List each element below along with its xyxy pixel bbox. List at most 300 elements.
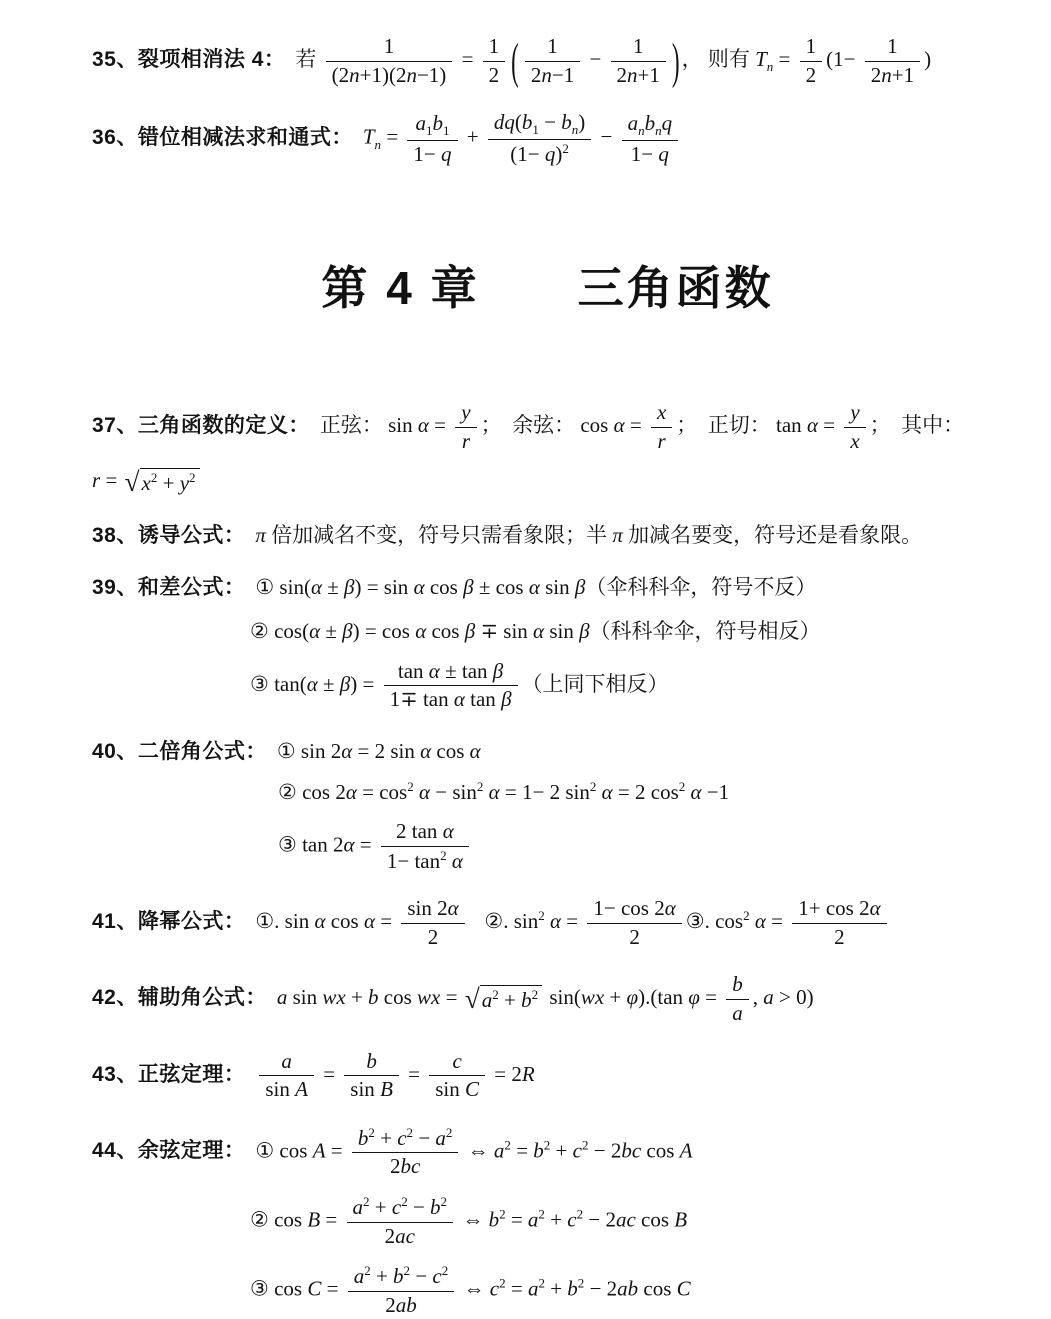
fraction [347,1194,454,1249]
superscript: 2 [492,987,499,1003]
math-run: , [752,985,764,1010]
fraction-numerator [352,1125,459,1154]
fraction-denominator [407,141,457,168]
math-run: = [505,1276,528,1301]
superscript: 2 [577,1275,585,1291]
fraction-denominator [259,1076,314,1103]
formula-line [92,972,1003,1026]
math-run: 2 [530,62,542,87]
math-run: ① cos [255,1138,313,1163]
math-run: q [441,141,452,166]
item-label: 40、二倍角公式： [92,739,267,763]
math-run: ③ tan( [250,671,307,696]
superscript: 2 [363,1194,370,1210]
superscript: 2 [499,1206,506,1222]
superscript: 2 [543,1137,551,1153]
math-run: = 2 sin [352,738,421,763]
fraction-denominator [352,1153,459,1180]
math-run: a [763,985,774,1010]
radical-icon: √ [464,984,480,1015]
fraction-numerator [651,400,672,428]
fraction-denominator [726,1000,749,1027]
math-run: sin [350,1077,381,1102]
fraction [488,110,591,168]
fraction-numerator [429,1049,485,1077]
math-run: 2 [427,924,439,949]
math-run: = cos [356,779,408,804]
math-run: ⇔ [457,1207,489,1232]
math-run: ± cos [473,574,529,599]
math-run: n [627,62,638,87]
math-run: α [469,738,481,763]
math-run: β [501,687,512,712]
math-run: = [561,909,584,934]
math-run: α [413,779,430,804]
fraction [429,1049,485,1103]
math-run: ± tan [439,658,493,683]
fraction [611,34,666,88]
math-run: ② cos( [250,618,310,643]
math-run: r [657,428,666,453]
superscript: 2 [743,908,750,924]
math-run: = 1− 2 sin [499,779,590,804]
superscript: 2 [562,141,569,157]
formula-line [92,735,1003,765]
math-run: 1 [632,34,644,58]
superscript: 2 [538,1275,545,1291]
big-paren: ) [671,32,680,88]
math-run: = 2 [489,1061,522,1086]
math-run: cos [635,1207,675,1232]
math-run: b [732,972,743,997]
fraction-numerator [344,1049,399,1077]
math-run: β [579,618,590,643]
fraction [865,34,920,88]
formula-line [92,519,1003,549]
math-run: β [464,618,476,643]
fraction-denominator [611,62,666,89]
math-run: cos [641,1138,680,1163]
math-run: sin [388,412,418,437]
math-run: ac [615,1207,636,1232]
math-run: (1− [510,142,545,167]
math-run: = [375,909,398,934]
math-run: ± [320,618,343,643]
math-run: = [510,1138,534,1163]
math-run: wx [580,985,605,1010]
math-run: sin [539,574,575,599]
math-run: wx [417,985,441,1010]
math-run: = [402,1061,426,1086]
fraction-numerator [726,972,749,1000]
superscript: 2 [401,1194,408,1210]
math-run: x [656,399,667,424]
fraction [401,896,464,950]
math-run: α [310,574,322,599]
math-run: q [661,110,673,135]
superscript: 2 [445,1124,453,1140]
math-run: a [527,1276,539,1301]
fraction-denominator [455,428,476,455]
math-run: − [413,1125,436,1150]
formula-item-38 [92,519,1003,549]
math-run: α [417,412,429,437]
radical-icon: √ [124,467,140,498]
formula-item-39 [92,571,1003,713]
fraction-denominator [384,686,518,713]
fraction [384,659,518,713]
superscript: 2 [576,1206,584,1222]
math-run: A [312,1138,326,1163]
math-run: a [493,1138,505,1163]
math-run: 1− tan [386,848,441,873]
math-run: ① sin 2 [276,738,342,763]
math-run: a [481,988,493,1013]
superscript: 2 [538,908,545,924]
superscript: 2 [440,1194,448,1210]
fraction-numerator [384,659,518,687]
math-run: ) [924,46,932,71]
formula-item-42 [92,972,1003,1026]
formula-line [92,1049,1003,1103]
math-run: a [732,1001,743,1026]
math-run: α [442,818,454,843]
math-run: α [613,412,625,437]
math-run: α [596,779,613,804]
fraction-numerator [326,34,453,62]
math-run: cos [431,738,470,763]
math-run: dq [493,110,515,135]
math-run: ab [617,1276,639,1301]
math-run: c [572,1138,582,1163]
math-run: ②. sin [468,909,539,934]
math-run: x [141,471,151,496]
fraction [726,972,749,1026]
formula-line [92,1125,1003,1180]
math-run: a [276,985,288,1010]
math-run: = [624,412,647,437]
text-run: （上同下相反） [521,671,669,696]
item-label: 44、余弦定理： [92,1139,246,1163]
math-run: = [317,1061,341,1086]
text-run: ； 正切： [676,412,777,437]
math-run: α [341,738,353,763]
subscript: n [374,137,382,153]
math-run: 1− [630,141,659,166]
math-run: c [397,1125,407,1150]
fraction-numerator [259,1049,314,1077]
math-run: π [612,522,629,547]
fraction-denominator [651,428,672,455]
fraction-numerator [488,110,591,140]
math-run: 2 [385,1292,396,1317]
math-run: sin [435,1077,465,1102]
fraction [407,111,457,168]
math-run: α [415,618,427,643]
math-run: α [483,779,500,804]
math-run: 2 [384,1223,396,1248]
math-run: = [765,909,789,934]
subscript: n [766,59,774,75]
fraction-numerator [401,896,464,924]
fraction-denominator [344,1076,399,1103]
math-run: + [550,1138,573,1163]
math-run: a [415,110,426,135]
math-run: β [463,574,474,599]
math-run: ③ cos [250,1276,308,1301]
fraction-numerator [587,896,681,924]
math-run: ) [578,110,586,135]
math-run: β [339,671,351,696]
math-run: a [281,1048,292,1073]
math-run: c [489,1276,500,1301]
math-run: tan [776,412,807,437]
fraction [455,400,476,454]
math-run: − [410,1264,433,1289]
math-run: ab [395,1292,417,1317]
formula-line [92,659,1003,713]
math-run: + [604,985,627,1010]
text-run: （伞科科伞，符号不反） [585,574,817,599]
math-run: + [157,471,180,496]
fraction-numerator [348,1263,455,1292]
fraction-denominator [622,141,679,168]
math-run: > 0) [773,985,814,1010]
superscript: 2 [499,1275,506,1291]
math-run: ⇔ [458,1276,490,1301]
math-run: T [362,124,375,149]
math-run: = [699,985,723,1010]
formula-item-41 [92,896,1003,950]
math-run: 2 [389,1154,401,1179]
subscript: n [638,122,645,138]
math-run: α [806,412,818,437]
fraction [651,400,672,454]
fraction [622,111,679,168]
math-run: +1)(2 [359,62,407,87]
math-run: y [850,399,860,424]
math-run: + [498,988,522,1013]
math-run: cos [638,1276,677,1301]
math-run: b [357,1125,369,1150]
fraction-denominator [525,62,580,89]
math-run: + [370,1264,394,1289]
subscript: 1 [425,122,433,138]
math-run: b [533,1138,544,1163]
fraction-numerator [611,34,666,62]
math-run: 1∓ tan [389,687,454,712]
superscript: 2 [581,1137,589,1153]
math-run: b [432,110,443,135]
chapter-heading: 第 4 章 三角函数 [321,261,774,314]
subscript: 1 [442,122,450,138]
fraction [348,1263,455,1318]
math-run: b [368,985,379,1010]
item-label: 38、诱导公式： [92,523,246,547]
math-run: c [432,1264,442,1289]
fraction-denominator [488,140,591,168]
fraction-numerator [347,1194,454,1223]
math-run: n [541,62,552,87]
math-run: 2 [834,924,845,949]
math-run: cos [426,618,465,643]
math-run: = [817,412,841,437]
math-run: bc [400,1154,421,1179]
formula-item-35 [92,34,1003,88]
fraction-numerator [381,819,469,847]
math-run: b [488,1207,500,1232]
fraction-denominator [844,428,865,455]
formula-item-37 [92,400,1003,497]
fraction [792,896,886,950]
math-run: 2 [870,62,882,87]
radicand [480,985,542,1013]
math-run: + [461,124,484,149]
fraction-denominator [347,1223,454,1250]
math-run: α [533,618,545,643]
math-run: T [755,46,767,71]
math-run: a [435,1125,446,1150]
formula-item-44 [92,1125,1003,1319]
formula-line [92,110,1003,168]
math-run: α [345,779,357,804]
math-run: 1+ cos 2 [798,896,870,921]
fraction [259,1049,314,1103]
math-run: cos [325,909,364,934]
math-run: − 2 [583,1207,616,1232]
math-run: −1 [551,62,575,87]
math-run: 1 [383,34,395,58]
superscript: 2 [189,470,196,486]
math-run: −1) [416,62,447,87]
math-run: ③ tan 2 [278,832,344,857]
superscript: 2 [406,1124,414,1140]
math-run: r [92,468,101,493]
math-run: (2 [331,62,350,87]
math-run: − [407,1195,431,1220]
text-run: （科科伞伞，符号相反） [589,618,821,643]
math-run: = [100,468,123,493]
superscript: 2 [531,987,539,1003]
math-run: β [342,618,353,643]
math-run: c [452,1048,462,1073]
math-run: B [380,1077,393,1102]
math-run: α [664,896,676,921]
math-run: β [344,574,355,599]
math-run: r [461,428,470,453]
math-run: A [295,1077,308,1102]
math-run: α [363,909,376,934]
formula-line [92,896,1003,950]
math-run: x [850,428,860,453]
math-run: ① sin( [255,574,311,599]
superscript: 2 [476,778,484,794]
superscript: 2 [441,1263,449,1279]
math-run: α [446,848,463,873]
math-run: 2 [805,62,817,87]
fraction-denominator [429,1076,485,1103]
math-run: cos [580,412,614,437]
math-run: 2 [616,62,628,87]
math-run: C [307,1276,322,1301]
math-run: = [381,124,404,149]
math-run: 2 [488,62,500,87]
math-run: − [595,124,618,149]
item-label: 42、辅助角公式： [92,986,267,1010]
math-run: y [179,471,190,496]
formula-line [92,571,1003,601]
formula-line [92,615,1003,645]
math-run: − sin [430,779,477,804]
math-run: 2 [629,924,640,949]
superscript: 2 [368,1124,375,1140]
math-run: R [521,1061,535,1086]
math-run: φ [626,985,639,1010]
square-root [125,468,200,497]
item-label: 37、三角函数的定义： [92,413,310,437]
fraction-numerator [525,34,580,62]
formula-item-36 [92,110,1003,168]
formula-line [92,779,1003,805]
math-run: − 2 [584,1276,618,1301]
math-run: ② cos 2 [278,779,346,804]
fraction-denominator [483,62,506,89]
math-run: 1− cos 2 [593,896,665,921]
math-run: − 2 [588,1138,622,1163]
subscript: n [571,122,579,138]
fraction-numerator [844,400,865,428]
fraction [525,34,580,88]
text-run: ； 其中： [869,412,965,437]
math-run: α [420,738,432,763]
math-run: ) = sin [354,574,414,599]
big-paren: ( [511,32,519,88]
fraction-numerator [792,896,886,924]
math-run: ( [514,110,522,135]
math-run: = [505,1207,528,1232]
math-run: cos [378,985,418,1010]
math-run: +1 [637,62,660,87]
math-run: b [393,1264,404,1289]
fraction-denominator [865,62,920,89]
math-run: α [869,896,881,921]
superscript: 2 [364,1263,371,1279]
text-run: 若 [295,46,322,71]
math-run: = 2 cos [612,779,679,804]
math-run: +1 [891,62,915,87]
superscript: 2 [150,470,158,486]
math-run: b [521,988,532,1013]
fraction-numerator [865,34,920,62]
formula-line [92,1263,1003,1318]
math-run: − [584,46,607,71]
item-label: 39、和差公式： [92,575,246,599]
radicand [140,468,200,496]
math-run: α [314,909,326,934]
math-run: sin [265,1077,296,1102]
fraction-denominator [800,62,823,89]
math-run: n [881,62,892,87]
math-run: wx [322,985,346,1010]
subscript: n [655,122,662,138]
math-run: C [465,1077,480,1102]
fraction [381,819,469,874]
fraction-numerator [622,111,679,141]
fraction [587,896,681,950]
superscript: 2 [589,778,597,794]
math-run: b [644,110,656,135]
fraction [352,1125,459,1180]
